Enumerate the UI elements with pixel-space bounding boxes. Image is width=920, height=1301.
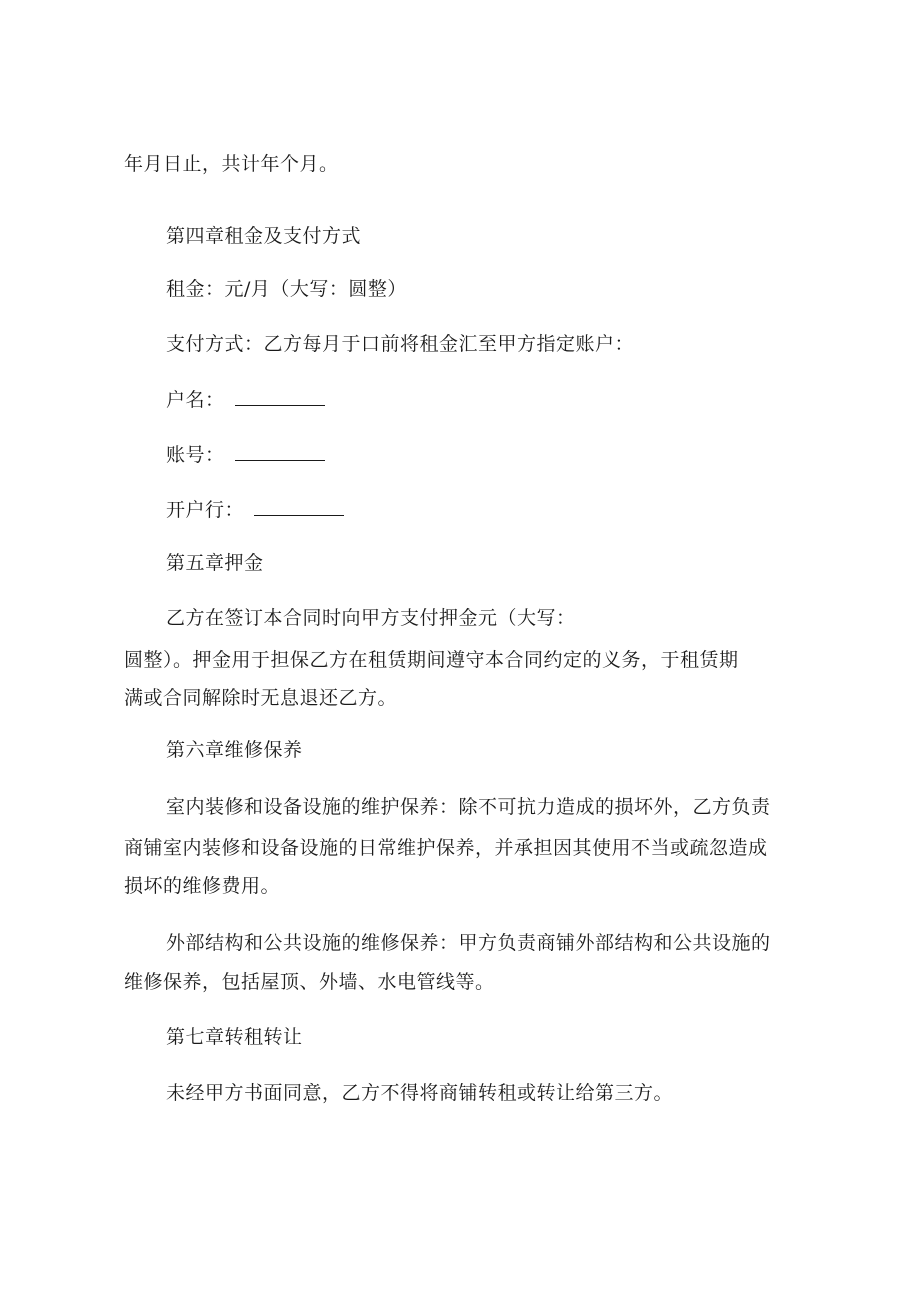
exterior-maintenance-line-2: 维修保养，包括屋顶、外墙、水电管线等。 xyxy=(124,971,495,993)
chapter-4-heading: 第四章租金及支付方式 xyxy=(166,225,362,247)
bank-blank xyxy=(254,501,344,516)
account-number-label: 账号： xyxy=(166,444,225,466)
deposit-paragraph-line-3: 满或合同解除时无息退还乙方。 xyxy=(124,687,398,709)
chapter-5-heading: 第五章押金 xyxy=(166,552,264,574)
account-name-blank xyxy=(235,391,325,406)
account-name-row xyxy=(166,388,325,412)
interior-maintenance-line-3: 损坏的维修费用。 xyxy=(124,875,281,897)
payment-method-line: 支付方式：乙方每月于口前将租金汇至甲方指定账户： xyxy=(166,333,635,355)
rent-amount-line: 租金：元/月（大写：圆整） xyxy=(166,278,407,300)
interior-maintenance-line-2: 商铺室内装修和设备设施的日常维护保养，并承担因其使用不当或疏忽造成 xyxy=(124,837,768,859)
bank-row xyxy=(166,498,344,522)
account-number-row xyxy=(166,443,325,467)
bank-label: 开户行： xyxy=(166,499,245,521)
account-name-label: 户名： xyxy=(166,389,225,411)
exterior-maintenance-line-1: 外部结构和公共设施的维修保养：甲方负责商铺外部结构和公共设施的 xyxy=(166,932,771,954)
chapter-7-heading: 第七章转租转让 xyxy=(166,1026,303,1048)
term-period-line: 年月日止，共计年个月。 xyxy=(124,153,339,175)
interior-maintenance-line-1: 室内装修和设备设施的维护保养：除不可抗力造成的损坏外，乙方负责 xyxy=(166,796,771,818)
account-number-blank xyxy=(235,446,325,461)
deposit-paragraph-line-2: 圆整）。押金用于担保乙方在租赁期间遵守本合同约定的义务，于租赁期 xyxy=(124,649,739,671)
sublet-clause-line: 未经甲方书面同意，乙方不得将商铺转租或转让给第三方。 xyxy=(166,1082,674,1104)
chapter-6-heading: 第六章维修保养 xyxy=(166,739,303,761)
deposit-paragraph-line-1: 乙方在签订本合同时向甲方支付押金元（大写： xyxy=(166,607,576,629)
